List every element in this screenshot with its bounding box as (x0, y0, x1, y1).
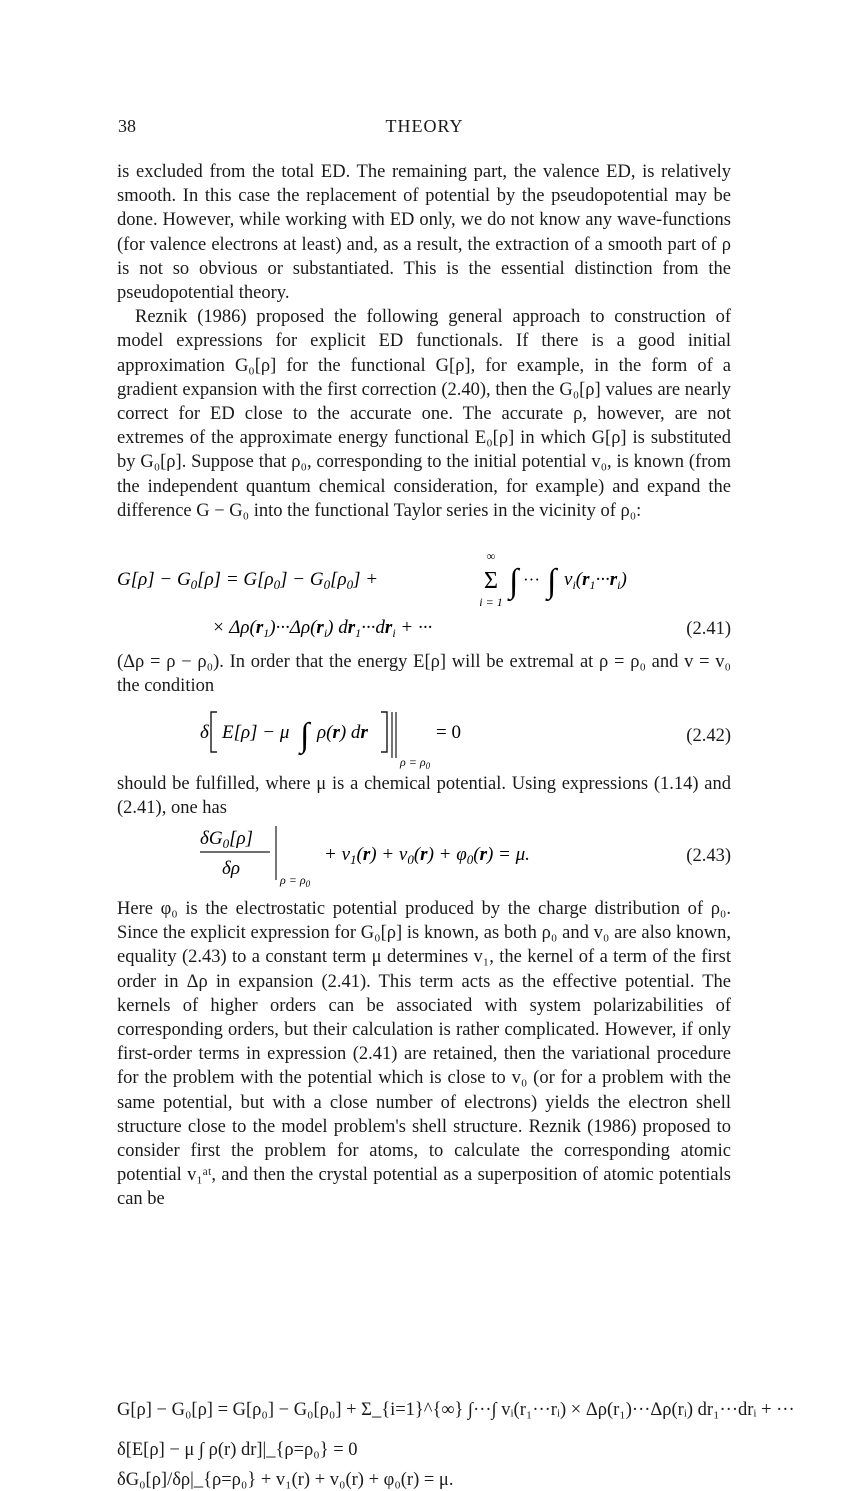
paragraph-1: is excluded from the total ED. The remaining part, the valence ED, is relatively smooth. In this case the replacement of potential by the pseudopotential may be done. However, while working with ED only, we do not know any wave-functions (for valence electrons at least) and, as a result, the extraction of a smooth part of ρ is not so obvious or substantiated. This is the essential distinction from the pseudopotential theory. (117, 162, 731, 304)
paragraph-4: should be fulfilled, where μ is a chemical potential. Using expressions (1.14) and (2.41), one has (117, 774, 731, 819)
paragraph-2: Reznik (1986) proposed the following general approach to construction of model expressions for explicit ED functionals. If there is a good initial approximation G₀[ρ] for the functional G[ρ], for example, in the form of a gradient expansion with the first correction (2.40), then the G₀[ρ] values are nearly correct for ED close to the accurate one. The accurate ρ, however, are not extremes of the approximate energy functional E₀[ρ] in which G[ρ] is substituted by G₀[ρ]. Suppose that ρ₀, corresponding to the initial potential v₀, is known (from the independent quantum chemical consideration, for example) and expand the difference G − G₀ into the functional Taylor series in the vicinity of ρ₀: (117, 307, 731, 521)
body-block-3 (117, 772, 731, 820)
svg-text:∫: ∫ (547, 563, 557, 600)
equation-2-43-label: (2.43) (686, 846, 731, 866)
equation-2-41-render (117, 548, 627, 644)
svg-text:ρ(r) dr: ρ(r) dr (317, 722, 368, 743)
svg-text:= 0: = 0 (436, 722, 461, 743)
svg-text:G[ρ] − G0[ρ] = G[ρ0] − G0[ρ0]: $G[\rho] - G_0[\rho] = G[\rho_0] - G_0[\rho_0]$ + (117, 569, 379, 592)
svg-text:∫: ∫ (300, 717, 310, 754)
svg-text:+ v1(r) + v0(r) + φ0(r) = μ.: + $v_1(r) + v_0(r) + \varphi_0(r) = \mu$. (324, 844, 530, 867)
svg-text:δ: δ (200, 722, 209, 743)
equation-2-41-label: (2.41) (686, 619, 731, 639)
svg-text:···: ··· (523, 570, 540, 589)
svg-text:∞: ∞ (486, 549, 496, 563)
equation-2-42-render (200, 708, 480, 770)
svg-text:ρ = ρ0: $\rho = \rho_0$ (400, 755, 431, 771)
paragraph-5: Here φ₀ is the electrostatic potential produced by the charge distribution of ρ₀. Since the explicit expression for G₀[ρ] is known, as both ρ₀ and v₀ are also known, equality (2.43) to a constant term μ determines v₁, the kernel of a term of the first order in Δρ in expansion (2.41). This term acts as the effective potential. The kernels of higher orders can be associated with system polarizabilities of corresponding orders, but their calculation is rather complicated. However, if only first-order terms in expression (2.41) are retained, then the variational procedure for the problem with the potential which is close to v₀ (or for a problem with the same potential, but with a close number of electrons) yields the electron shell structure close to the model problem's shell structure. Reznik (1986) proposed to consider first the problem for atoms, to calculate the corresponding atomic potential v₁ᵃᵗ, and then the crystal potential as a superposition of atomic potentials can be (117, 899, 731, 1210)
svg-text:δρ: δρ (222, 858, 240, 879)
equation-2-41-text: G[ρ] − G₀[ρ] = G[ρ₀] − G₀[ρ₀] + Σ_{i=1}^{∞} ∫···∫ vᵢ(r₁···rᵢ) × Δρ(r₁)···Δρ(rᵢ) dr₁···drᵢ + ··· (117, 1400, 795, 1420)
body-block-2 (117, 650, 731, 698)
running-head: THEORY (385, 116, 464, 136)
svg-text:δG0[ρ]: $\delta G_0[\rho]$ (200, 828, 253, 851)
svg-text:i = 1: i = 1 (479, 595, 503, 609)
svg-text:vi(r1···ri): $v_i(r_1\cdot\cdot\cdot r_i)$ (564, 569, 627, 592)
svg-text:E[ρ] − μ: E[ρ] − μ (222, 722, 290, 743)
page-number: 38 (118, 116, 136, 136)
equation-2-43-text: δG₀[ρ]/δρ|_{ρ=ρ₀} + v₁(r) + v₀(r) + φ₀(r) = μ. (117, 1470, 454, 1490)
body-block-4 (117, 897, 731, 1212)
equation-2-42-text: δ[E[ρ] − μ ∫ ρ(r) dr]|_{ρ=ρ₀} = 0 (117, 1440, 358, 1460)
equation-2-43-render (200, 822, 560, 888)
paragraph-3: (Δρ = ρ − ρ₀). In order that the energy E[ρ] will be extremal at ρ = ρ₀ and v = v₀ the condition (117, 652, 731, 697)
equation-2-42-label: (2.42) (686, 726, 731, 746)
svg-text:∫: ∫ (509, 563, 519, 600)
svg-text:ρ = ρ0: $\rho = \rho_0$ (280, 873, 311, 889)
body-block-1 (117, 160, 731, 523)
svg-text:Σ: Σ (484, 568, 498, 594)
svg-text:× Δρ(r1)···Δρ(ri) dr1···dri +: × $\Delta\rho(r_1)\cdot\cdot\cdot\Delta\rho(r_i) dr_1\cdot\cdot\cdot dr_i$ + ··· (212, 617, 433, 640)
